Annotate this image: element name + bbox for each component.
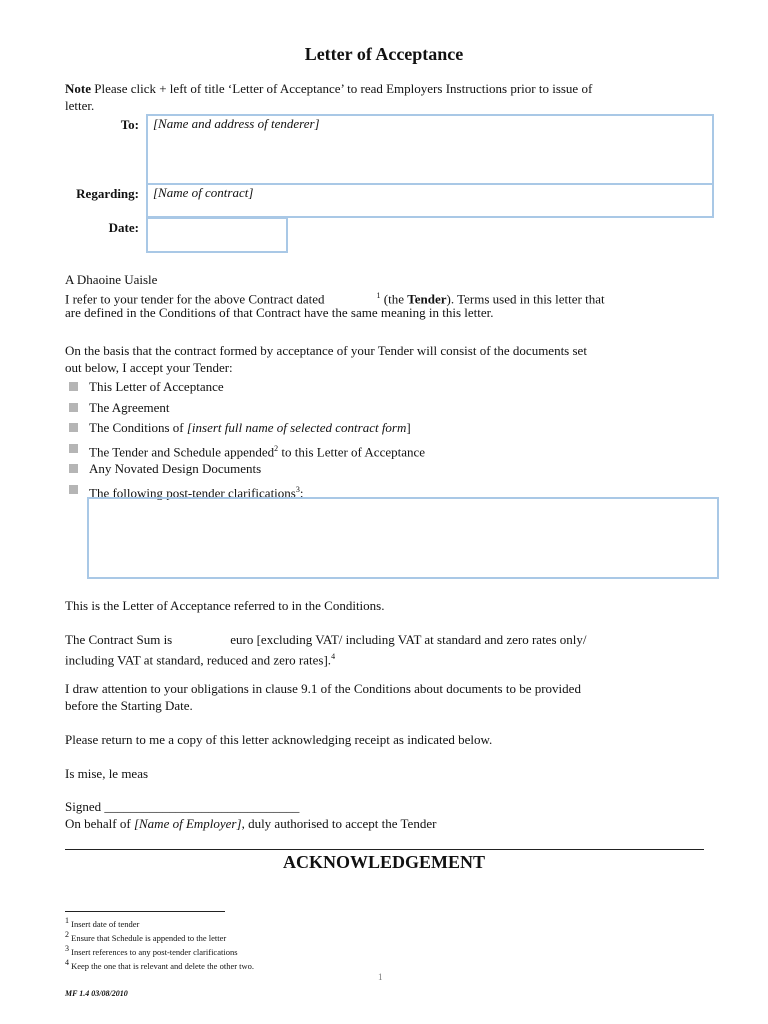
bullet-square-icon [69,444,78,453]
to-placeholder: [Name and address of tenderer] [153,116,320,131]
document-reference: MF 1.4 03/08/2010 [65,989,128,998]
list-item: Any Novated Design Documents [67,460,425,481]
clarifications-field[interactable] [87,497,719,579]
contract-sum-line-1: The Contract Sum is euro [excluding VAT/ including VAT at standard and zero rates only/ [65,632,587,647]
note-line-2: letter. [65,98,95,113]
to-label: To: [120,117,139,132]
footnote: $^3$ Insert references to any post-tender clarifications [65,944,238,957]
regarding-label: Regarding: [76,186,139,201]
behalf-line: On behalf of [Name of Employer], duly authorised to accept the Tender [65,816,437,831]
note-label: Note [65,81,91,96]
basis-line-1: On the basis that the contract formed by acceptance of your Tender will consist of the documents set [65,343,587,358]
bullet-square-icon [69,382,78,391]
acknowledgement-heading: ACKNOWLEDGEMENT [282,852,486,872]
reference-line-1: I refer to your tender for the above Contract dated $^1$ (the Tender). Terms used in this letter that [65,291,605,307]
document-list [67,378,425,502]
reference-line-2: are defined in the Conditions of that Contract have the same meaning in this letter. [65,305,494,320]
attention-line-2: before the Starting Date. [65,698,193,713]
footnote: $^1$ Insert date of tender [65,916,140,929]
bullet-square-icon [69,423,78,432]
list-item: The Conditions of [insert full name of selected contract form] [67,419,425,440]
date-label: Date: [108,220,139,235]
regarding-placeholder: [Name of contract] [153,185,254,200]
bullet-square-icon [69,485,78,494]
footnote: $^4$ Keep the one that is relevant and delete the other two. [65,958,255,971]
footnote-separator [65,911,225,912]
attention-line-1: I draw attention to your obligations in clause 9.1 of the Conditions about documents to be provided [65,681,581,696]
list-item: The Tender and Schedule appended$^2$ to this Letter of Acceptance [67,440,425,461]
note-line-1: Note Please click + left of title ‘Letter of Acceptance’ to read Employers Instructions prior to issue of [65,81,593,96]
basis-line-2: out below, I accept your Tender: [65,360,233,375]
bullet-square-icon [69,464,78,473]
signed-line: Signed ______________________________ [65,799,300,814]
date-field[interactable] [146,217,288,253]
bullet-square-icon [69,403,78,412]
return-text: Please return to me a copy of this letter acknowledging receipt as indicated below. [65,732,493,747]
list-item: This Letter of Acceptance [67,378,425,399]
list-item: The Agreement [67,399,425,420]
sign-off: Is mise, le meas [65,766,149,781]
referred-text: This is the Letter of Acceptance referred to in the Conditions. [65,598,385,613]
page-title: Letter of Acceptance [304,44,464,64]
list-item: The following post-tender clarifications$^3$: [67,481,425,502]
section-divider [65,849,704,850]
footnote: $^2$ Ensure that Schedule is appended to the letter [65,930,227,943]
salutation: A Dhaoine Uaisle [65,272,158,287]
contract-sum-line-2: including VAT at standard, reduced and zero rates].$^4$ [65,652,336,668]
page-number: 1 [378,972,383,982]
